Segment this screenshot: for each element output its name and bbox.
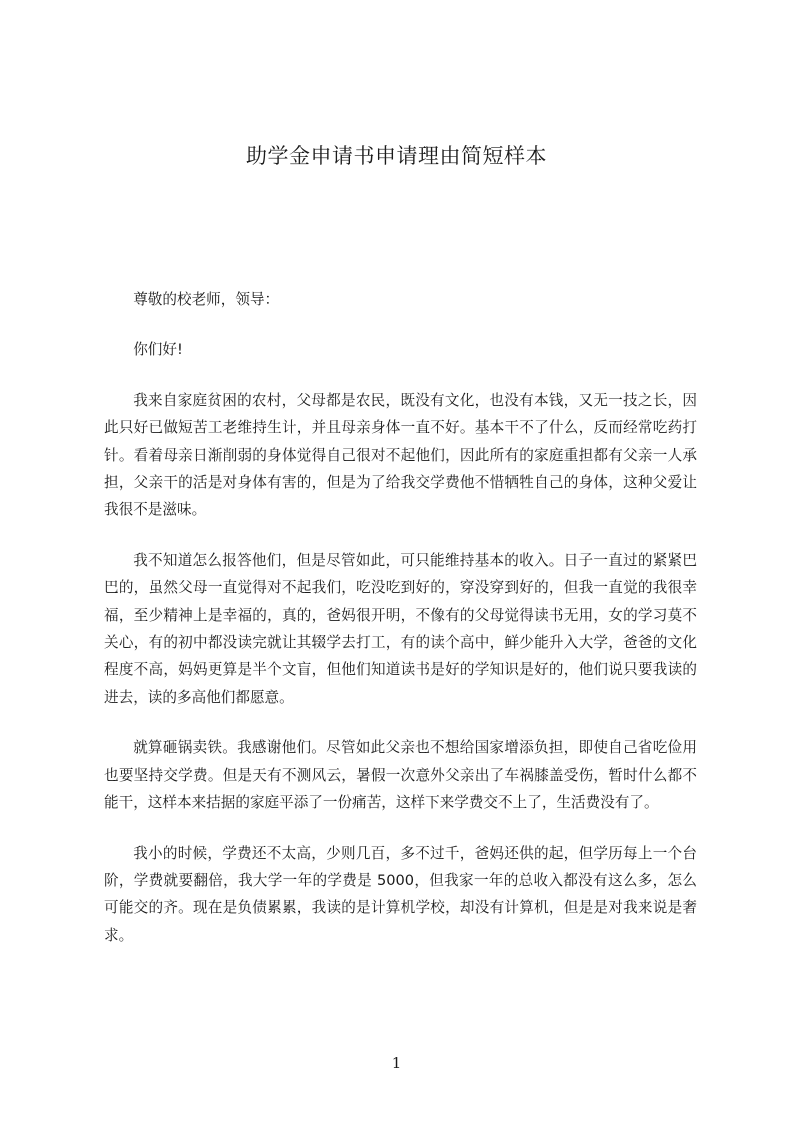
- paragraph-2: 我不知道怎么报答他们，但是尽管如此，可只能维持基本的收入。日子一直过的紧紧巴巴的，虽然父母一直觉得对不起我们，吃没吃到好的，穿没穿到好的，但我一直觉的我很幸福，至少精神上是幸福的，真的，爸妈很开明，不像有的父母觉得读书无用，女的学习莫不关心，有的初中都没读完就让其辍学去打工，有的读个高中，鲜少能升入大学，爸爸的文化程度不高，妈妈更算是半个文盲，但他们知道读书是好的学知识是好的，他们说只要我读的进去，读的多高他们都愿意。: [104, 551, 697, 706]
- document-body: [104, 286, 697, 972]
- paragraph-1: 我来自家庭贫困的农村，父母都是农民，既没有文化，也没有本钱，又无一技之长，因此只好已做短苦工老维持生计，并且母亲身体一直不好。基本干不了什么，反而经常吃药打针。看着母亲日渐削弱的身体觉得自己很对不起他们，因此所有的家庭重担都有父亲一人承担，父亲干的活是对身体有害的，但是为了给我交学费他不惜牺牲自己的身体，这种父爱让我很不是滋味。: [104, 391, 697, 519]
- paragraph-4: 我小的时候，学费还不太高，少则几百，多不过千，爸妈还供的起，但学历每上一个台阶，学费就要翻倍，我大学一年的学费是 5000，但我家一年的总收入都没有这么多，怎么可能交的齐。现在是负债累累，我读的是计算机学校，却没有计算机，但是是对我来说是奢求。: [104, 844, 697, 944]
- greeting: 你们好!: [133, 341, 183, 359]
- page-title: 助学金申请书申请理由简短样本: [246, 144, 547, 168]
- paragraph-3: 就算砸锅卖铁。我感谢他们。尽管如此父亲也不想给国家增添负担，即使自己省吃俭用也要坚持交学费。但是天有不测风云，暑假一次意外父亲出了车祸膝盖受伤，暂时什么都不能干，这样本来拮据的家庭平添了一份痛苦，这样下来学费交不上了，生活费没有了。: [104, 739, 697, 812]
- salutation: 尊敬的校老师，领导：: [133, 291, 280, 308]
- page-number: 1: [391, 1054, 402, 1072]
